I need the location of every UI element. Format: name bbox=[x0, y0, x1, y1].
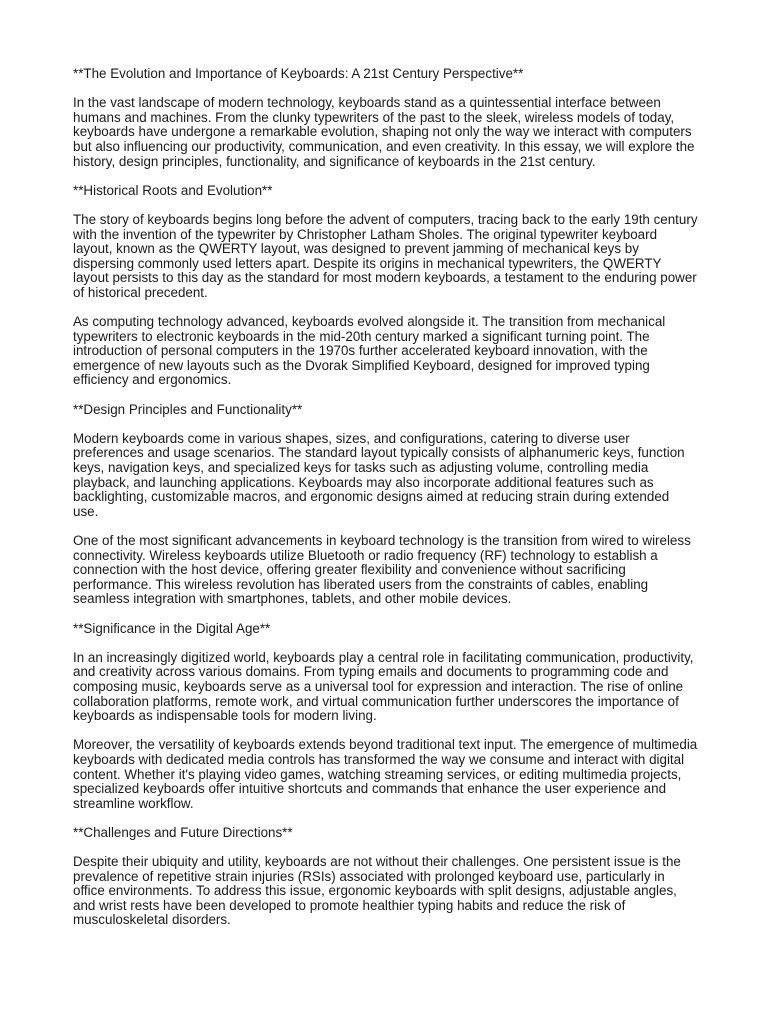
paragraph-design-1: Modern keyboards come in various shapes, sizes, and configurations, catering to diverse user preferences and usage scenarios. The standard layout typically consists of alphanumeric keys, function keys, navigation keys, and specialized keys for tasks such as adjusting volume, controlling media playback, and launching applications. Keyboards may also incorporate additional features such as backlighting, customizable macros, and ergonomic designs aimed at reducing strain during extended use. bbox=[73, 430, 685, 519]
paragraph-historical-1: The story of keyboards begins long before the advent of computers, tracing back to the early 19th century with the invention of the typewriter by Christopher Latham Sholes. The original typewriter keyboard layout, known as the QWERTY layout, was designed to prevent jamming of mechanical keys by dispersing commonly used letters apart. Despite its origins in mechanical typewriters, the QWERTY layout persists to this day as the standard for most modern keyboards, a testament to the enduring power of historical precedent. bbox=[73, 211, 698, 300]
section-heading-design: **Design Principles and Functionality** bbox=[73, 401, 303, 417]
paragraph-design-2: One of the most significant advancements in keyboard technology is the transition from wired to wireless connectivity. Wireless keyboards utilize Bluetooth or radio frequency (RF) technology to establish a connection with the host device, offering greater flexibility and convenience without sacrificing performance. This wireless revolution has liberated users from the constraints of cables, enabling seamless integration with smartphones, tablets, and other mobile devices. bbox=[73, 533, 691, 607]
section-heading-historical: **Historical Roots and Evolution** bbox=[73, 182, 273, 198]
intro-paragraph: In the vast landscape of modern technology, keyboards stand as a quintessential interface between humans and machines. From the clunky typewriters of the past to the sleek, wireless models of today, keyboards have undergone a remarkable evolution, shaping not only the way we interact with computers but also influencing our productivity, communication, and even creativity. In this essay, we will explore the history, design principles, functionality, and significance of keyboards in the 21st century. bbox=[73, 95, 695, 169]
paragraph-significance-2: Moreover, the versatility of keyboards extends beyond traditional text input. The emergence of multimedia keyboards with dedicated media controls has transformed the way we consume and interact with digital content. Whether it's playing video games, watching streaming services, or editing multimedia projects, specialized keyboards offer intuitive shortcuts and commands that enhance the user experience and streamline workflow. bbox=[73, 737, 698, 811]
document-title: **The Evolution and Importance of Keyboards: A 21st Century Perspective** bbox=[73, 66, 524, 81]
section-heading-significance: **Significance in the Digital Age** bbox=[73, 620, 271, 636]
paragraph-historical-2: As computing technology advanced, keyboards evolved alongside it. The transition from mechanical typewriters to electronic keyboards in the mid-20th century marked a significant turning point. The introduction of personal computers in the 1970s further accelerated keyboard innovation, with the emergence of new layouts such as the Dvorak Simplified Keyboard, designed for improved typing efficiency and ergonomics. bbox=[73, 314, 666, 388]
paragraph-challenges-1: Despite their ubiquity and utility, keyboards are not without their challenges. One persistent issue is the prevalence of repetitive strain injuries (RSIs) associated with prolonged keyboard use, particularly in office environments. To address this issue, ergonomic keyboards with split designs, adjustable angles, and wrist rests have been developed to promote healthier typing habits and reduce the risk of musculoskeletal disorders. bbox=[73, 854, 681, 928]
section-heading-challenges: **Challenges and Future Directions** bbox=[73, 824, 293, 840]
paragraph-significance-1: In an increasingly digitized world, keyboards play a central role in facilitating communication, productivity, and creativity across various domains. From typing emails and documents to programming code and composing music, keyboards serve as a universal tool for expression and interaction. The rise of online collaboration platforms, remote work, and virtual communication further underscores the importance of keyboards as indispensable tools for modern living. bbox=[73, 649, 694, 724]
document-page bbox=[73, 67, 698, 943]
